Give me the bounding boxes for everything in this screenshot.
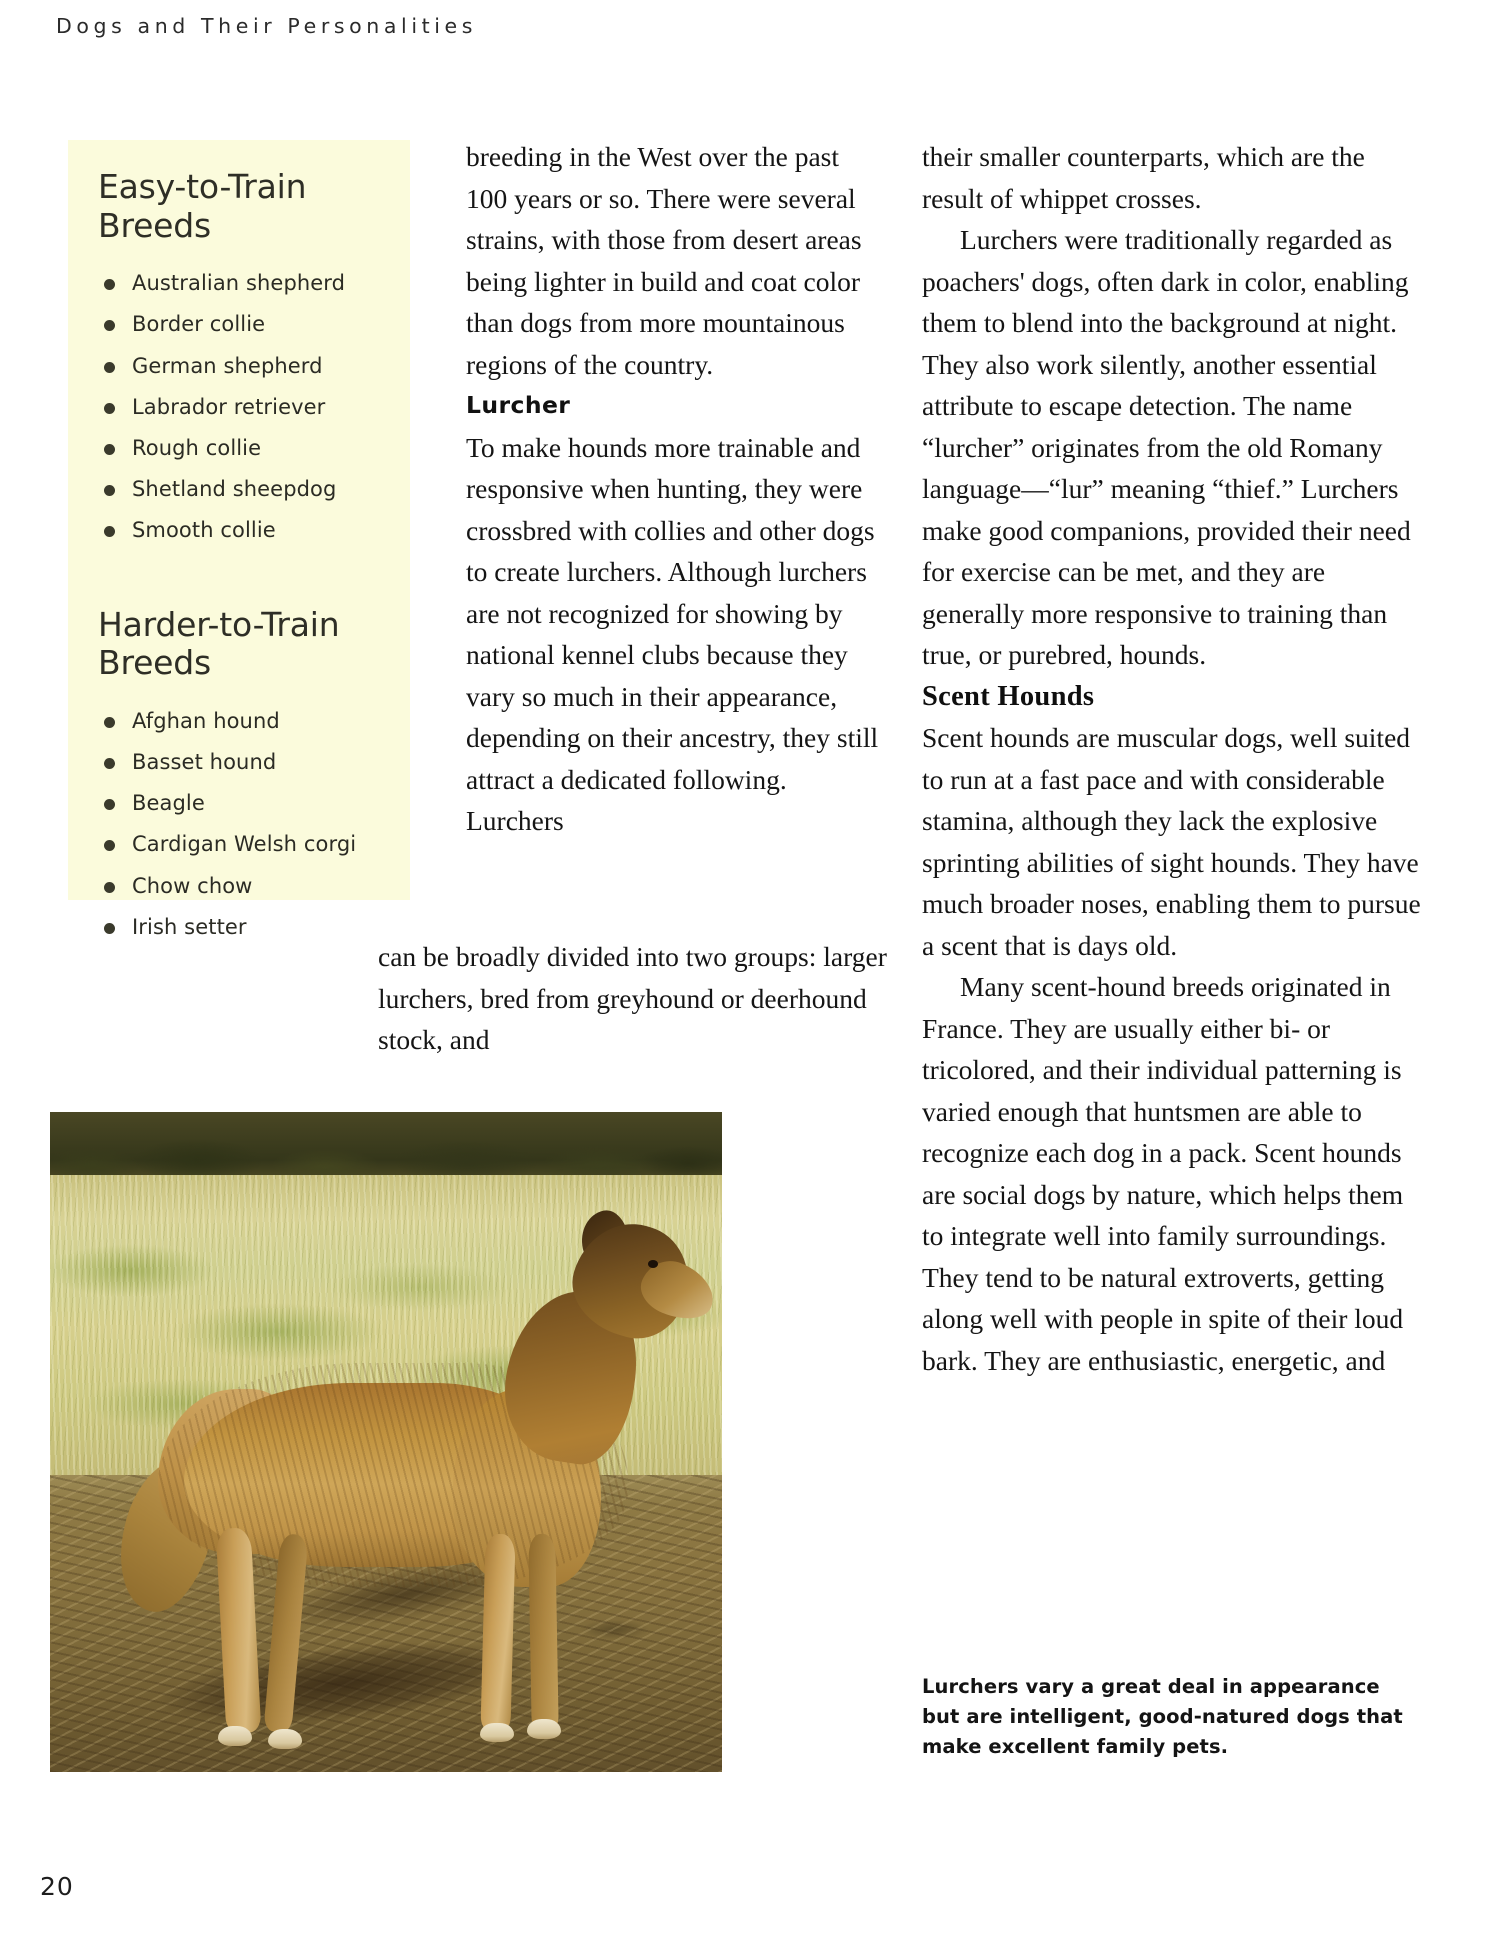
list-item-label: Cardigan Welsh corgi	[132, 832, 357, 857]
list-item	[98, 271, 398, 296]
dog-fore-leg-left	[481, 1534, 516, 1733]
dog-illustration	[50, 1112, 722, 1772]
figure-caption	[922, 1672, 1422, 1762]
sidebar-content	[98, 168, 398, 956]
list-item	[98, 791, 398, 816]
subheading-scent-hounds: Scent Hounds	[922, 680, 1095, 712]
bullet-icon	[104, 799, 115, 810]
paragraph-scent-hounds-2: Many scent-hound breeds originated in France. They are usually either bi- or tricolored, and their individual patterning is varied enough that huntsmen are able to recognize each dog in a pack. Scent hounds are social dogs by nature, which helps them to integrate well into family surroundings. They tend to be natural extroverts, getting along well with people in spite of their loud bark. They are enthusiastic, energetic, and	[922, 971, 1404, 1376]
sidebar-heading-easy-to-train: Easy-to-Train Breeds	[98, 167, 307, 245]
list-item	[98, 915, 398, 940]
dog-hind-leg-right	[263, 1534, 308, 1734]
dog-paw	[218, 1726, 252, 1746]
list-item-label: Australian shepherd	[132, 271, 346, 296]
dog-paw	[480, 1723, 514, 1743]
list-item	[98, 395, 398, 420]
bullet-icon	[104, 485, 115, 496]
list-item	[98, 709, 398, 734]
dog-eye	[648, 1260, 658, 1268]
list-item	[98, 436, 398, 461]
list-item-label: Irish setter	[132, 914, 247, 939]
bullet-icon	[104, 923, 115, 934]
list-item-label: Labrador retriever	[132, 394, 326, 419]
bullet-icon	[104, 526, 115, 537]
bullet-icon	[104, 279, 115, 290]
list-item-label: Shetland sheepdog	[132, 477, 337, 502]
bullet-icon	[104, 882, 115, 893]
bullet-icon	[104, 717, 115, 728]
paragraph-scent-hounds-1: Scent hounds are muscular dogs, well suited to run at a fast pace and with considerable stamina, although they lack the explosive sprinting abilities of sight hounds. They have much broader noses, enabling them to pursue a scent that is days old.	[922, 722, 1421, 961]
dog-paw	[268, 1729, 302, 1749]
dog-paw	[527, 1719, 561, 1739]
bullet-icon	[104, 840, 115, 851]
list-item-label: Rough collie	[132, 435, 262, 460]
list-item-label: Beagle	[132, 791, 205, 816]
list-item	[98, 750, 398, 775]
bullet-icon	[104, 758, 115, 769]
list-item	[98, 874, 398, 899]
dog-hind-leg-left	[216, 1527, 262, 1733]
sidebar-heading-harder-to-train: Harder-to-Train Breeds	[98, 604, 340, 683]
running-head: Dogs and Their Personalities	[56, 14, 478, 38]
figure-caption-text: Lurchers vary a great deal in appearance but are intelligent, good-natured dogs that make excellent family pets.	[922, 1675, 1403, 1758]
list-item	[98, 354, 398, 379]
text-column-middle-wrap	[378, 936, 890, 1061]
paragraph-continued: breeding in the West over the past 100 years or so. There were several strains, with those from desert areas being lighter in build and coat color than dogs from more mountainous regions of the country.	[466, 141, 862, 380]
paragraph-lurcher-intro: To make hounds more trainable and responsive when hunting, they were crossbred with collies and other dogs to create lurchers. Although lurchers are not recognized for showing by national kennel clubs because they vary so much in their appearance, depending on their ancestry, they still attract a dedicated following. Lurchers	[466, 431, 879, 836]
bullet-icon	[104, 362, 115, 373]
list-item	[98, 477, 398, 502]
sidebar-list-easy-to-train	[98, 271, 398, 543]
list-item-label: German shepherd	[132, 353, 323, 378]
text-column-middle	[466, 136, 886, 842]
list-item-label: Smooth collie	[132, 518, 276, 543]
paragraph-lurcher-continued: their smaller counterparts, which are the result of whippet crosses.	[922, 141, 1365, 214]
paragraph-lurcher-traditions: Lurchers were traditionally regarded as poachers' dogs, often dark in color, enabling them to blend into the background at night. They also work silently, another essential attribute to escape detection. The name “lurcher” originates from the old Romany language—“lur” meaning “thief.” Lurchers make good companions, provided their need for exercise can be met, and they are generally more responsive to training than true, or purebred, hounds.	[922, 224, 1411, 670]
lurcher-photograph	[50, 1112, 722, 1772]
list-item	[98, 832, 398, 857]
list-item-label: Afghan hound	[132, 708, 280, 733]
list-item	[98, 312, 398, 337]
subheading-lurcher: Lurcher	[466, 391, 571, 419]
bullet-icon	[104, 403, 115, 414]
dog-fore-leg-right	[529, 1534, 559, 1732]
bullet-icon	[104, 320, 115, 331]
bullet-icon	[104, 444, 115, 455]
sidebar-list-harder-to-train	[98, 709, 398, 940]
text-column-right	[922, 136, 1430, 1381]
paragraph-lurcher-intro-wrap: can be broadly divided into two groups: larger lurchers, bred from greyhound or deerhound stock, and	[378, 941, 887, 1055]
page-number: 20	[40, 1872, 74, 1901]
list-item-label: Basset hound	[132, 749, 277, 774]
list-item	[98, 518, 398, 543]
list-item-label: Chow chow	[132, 873, 253, 898]
list-item-label: Border collie	[132, 312, 266, 337]
